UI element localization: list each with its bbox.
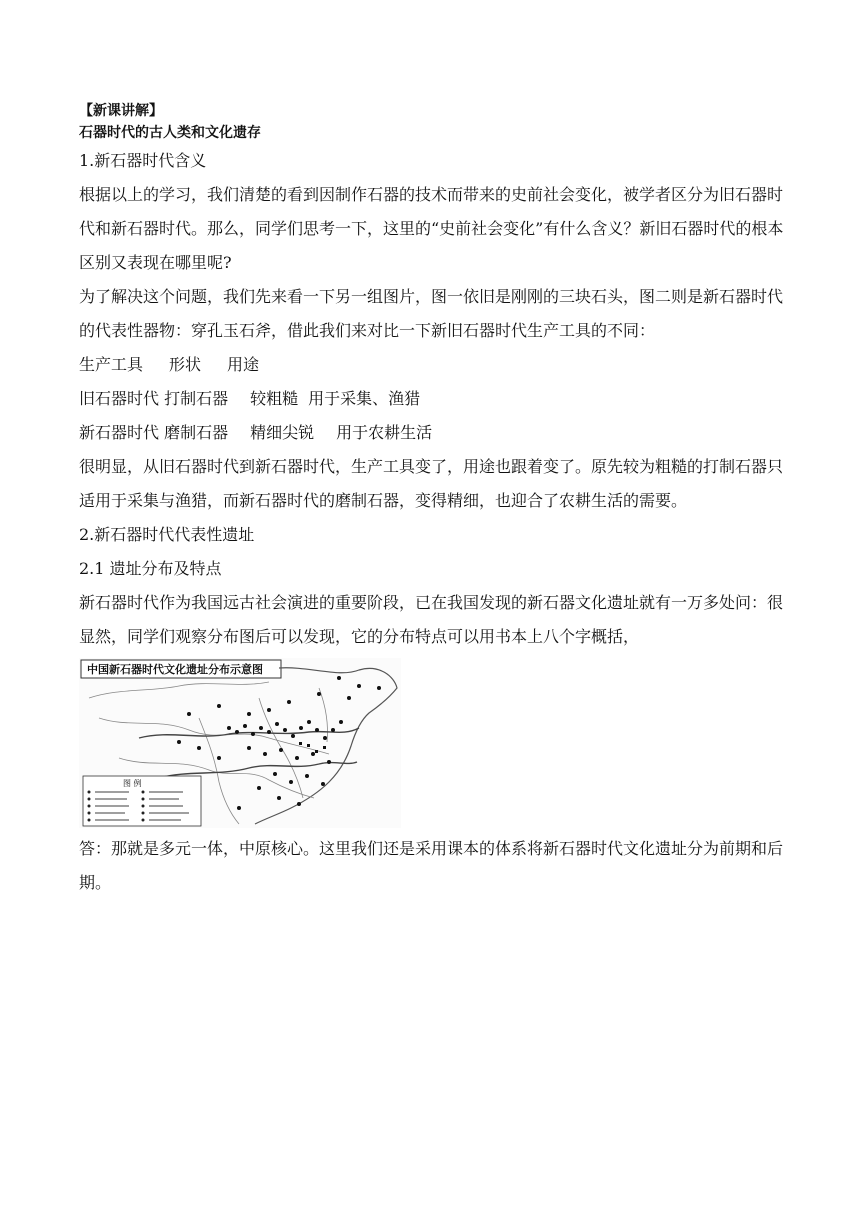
table-header-cell: 用途: [227, 355, 260, 374]
section-label: 【新课讲解】: [79, 103, 163, 119]
map-title: 中国新石器时代文化遗址分布示意图: [87, 663, 263, 676]
table-cell: 旧石器时代 打制石器: [79, 389, 229, 408]
subheading-2-1: 2.1 遗址分布及特点: [79, 559, 222, 578]
table-row: [79, 382, 789, 416]
paragraph-3: 很明显，从旧石器时代到新石器时代，生产工具变了，用途也跟着变了。原先较为粗糙的打制石器只适用于采集与渔猎，而新石器时代的磨制石器，变得精细，也迎合了农耕生活的需要。: [79, 457, 784, 510]
heading-1: 1.新石器时代含义: [79, 151, 207, 170]
table-header-cell: 形状: [169, 355, 202, 374]
site-distribution-map: [79, 658, 401, 828]
content-column: [79, 100, 789, 900]
paragraph-4: 新石器时代作为我国远古社会演进的重要阶段，已在我国发现的新石器文化遗址就有一万多处问：很显然，同学们观察分布图后可以发现，它的分布特点可以用书本上八个字概括，: [79, 593, 784, 646]
paragraph-1: 根据以上的学习，我们清楚的看到因制作石器的技术而带来的史前社会变化，被学者区分为旧石器时代和新石器时代。那么，同学们思考一下，这里的“史前社会变化”有什么含义？新旧石器时代的根本区别又表现在哪里呢?: [79, 185, 784, 272]
table-row: [79, 416, 789, 450]
table-cell: 精细尖锐: [250, 423, 315, 442]
table-cell: 较粗糙: [250, 389, 299, 408]
answer-paragraph: 答：那就是多元一体，中原核心。这里我们还是采用课本的体系将新石器时代文化遗址分为前期和后期。: [79, 839, 784, 892]
section-subtitle: 石器时代的古人类和文化遗存: [79, 125, 261, 141]
table-cell: 新石器时代 磨制石器: [79, 423, 229, 442]
table-header-cell: 生产工具: [79, 355, 144, 374]
table-cell: 用于采集、渔猎: [308, 389, 421, 408]
legend-title: 图 例: [123, 779, 142, 788]
paragraph-2: 为了解决这个问题，我们先来看一下另一组图片，图一依旧是刚刚的三块石头，图二则是新石器时代的代表性器物：穿孔玉石斧，借此我们来对比一下新旧石器时代生产工具的不同：: [79, 287, 784, 340]
heading-2: 2.新石器时代代表性遗址: [79, 525, 255, 544]
tool-table-header: [79, 348, 789, 382]
table-cell: 用于农耕生活: [336, 423, 433, 442]
